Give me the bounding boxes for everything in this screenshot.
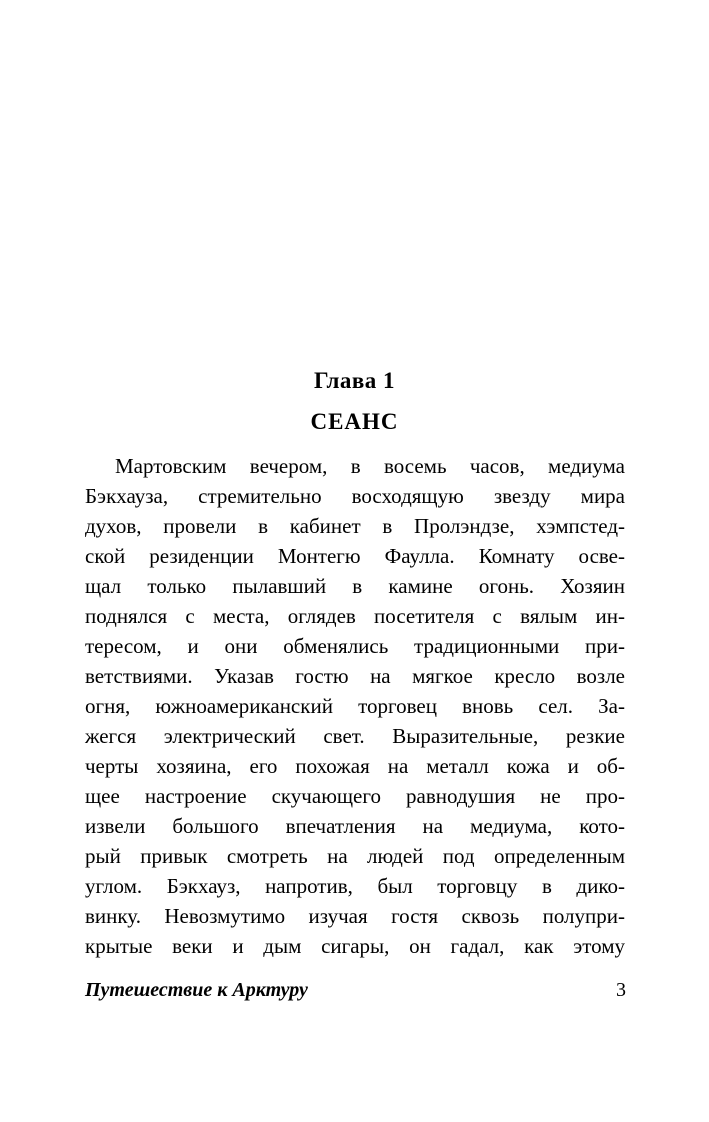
body-line: ветствиями. Указав гостю на мягкое кресло возле [85,664,625,688]
body-line: духов, провели в кабинет в Пролэндзе, хэмпстед- [85,514,625,538]
body-line: извели большого впечатления на медиума, кото- [85,814,625,838]
body-line: жегся электрический свет. Выразительные, резкие [85,724,625,748]
body-line: Бэкхауза, стремительно восходящую звезду мира [85,484,625,508]
body-line: рый привык смотреть на людей под определенным [85,844,625,868]
body-line: поднялся с места, оглядев посетителя с вялым ин- [85,604,625,628]
body-line: щее настроение скучающего равнодушия не про- [85,784,625,808]
body-line: винку. Невозмутимо изучая гостя сквозь полупри- [85,904,625,928]
page-footer [85,979,626,1002]
body-line: ской резиденции Монтегю Фаулла. Комнату осве- [85,544,625,568]
body-line: щал только пылавший в камине огонь. Хозяин [85,574,625,598]
body-line: огня, южноамериканский торговец вновь сел. За- [85,694,625,718]
footer-book-title: Путешествие к Арктуру [85,979,308,1001]
body-line: крытые веки и дым сигары, он гадал, как этому [85,934,625,958]
body-text [85,451,625,961]
chapter-title: Глава 1 [313,368,396,393]
body-line: тересом, и они обменялись традиционными при- [85,634,625,658]
footer-page-number: 3 [616,979,626,1001]
section-title: СЕАНС [310,409,399,434]
body-line: Мартовским вечером, в восемь часов, медиума [115,454,625,478]
body-line: углом. Бэкхауз, напротив, был торговцу в дико- [85,874,625,898]
body-line: черты хозяина, его похожая на металл кожа и об- [85,754,625,778]
